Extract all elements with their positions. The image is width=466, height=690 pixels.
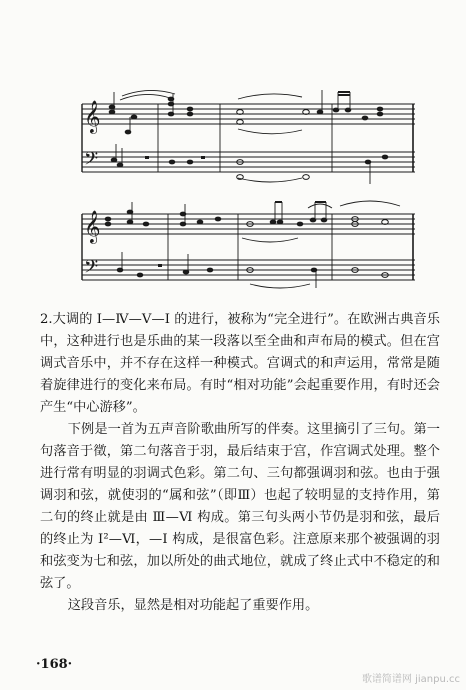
- page-number: ·168·: [36, 657, 73, 672]
- svg-text:𝄢: 𝄢: [84, 149, 99, 174]
- svg-text:𝄞: 𝄞: [84, 210, 101, 243]
- body-text: [40, 309, 440, 617]
- svg-text:𝄢: 𝄢: [84, 257, 99, 282]
- music-score-system-1: [70, 82, 420, 192]
- music-score-system-2: [70, 192, 420, 297]
- paragraph-conclusion: 这段音乐，显然是相对功能起了重要作用。: [67, 598, 319, 613]
- svg-text:𝄞: 𝄞: [84, 100, 101, 133]
- site-watermark: 歌谱简谱网 jianpu.cc: [361, 674, 460, 685]
- paragraph-accompaniment-example: 下例是一首为五声音阶歌曲所写的伴奏。这里摘引了三句。第一句落音于徵，第二句落音于羽，最后结束于宫，作宫调式处理。整个进行常有明显的羽调式色彩。第二句、三句都强调羽和弦。也由于强调羽和弦，就使羽的“属和弦”（即Ⅲ）也起了较明显的支持作用，第二句的终止就是由 Ⅲ—Ⅵ 构成。第三句头两小节仍是羽和弦，最后的终止为 Ⅰ²—Ⅵ，—Ⅰ 构成，是很富色彩。注意原来那个被强调的羽和弦变为七和弦，加以所处的曲式地位，就成了终止式中不稳定的和弦了。: [40, 422, 440, 591]
- paragraph-complete-progression: 2.大调的 Ⅰ—Ⅳ—Ⅴ—Ⅰ 的进行，被称为“完全进行”。在欧洲古典音乐中，这种进行也是乐曲的某一段落以至全曲和声布局的模式。但在宫调式音乐中，并不存在这样一种模式。宫调式的和声运用，常常是随着旋律进行的变化来布局。有时“相对功能”会起重要作用，有时还会产生“中心游移”。: [40, 312, 440, 415]
